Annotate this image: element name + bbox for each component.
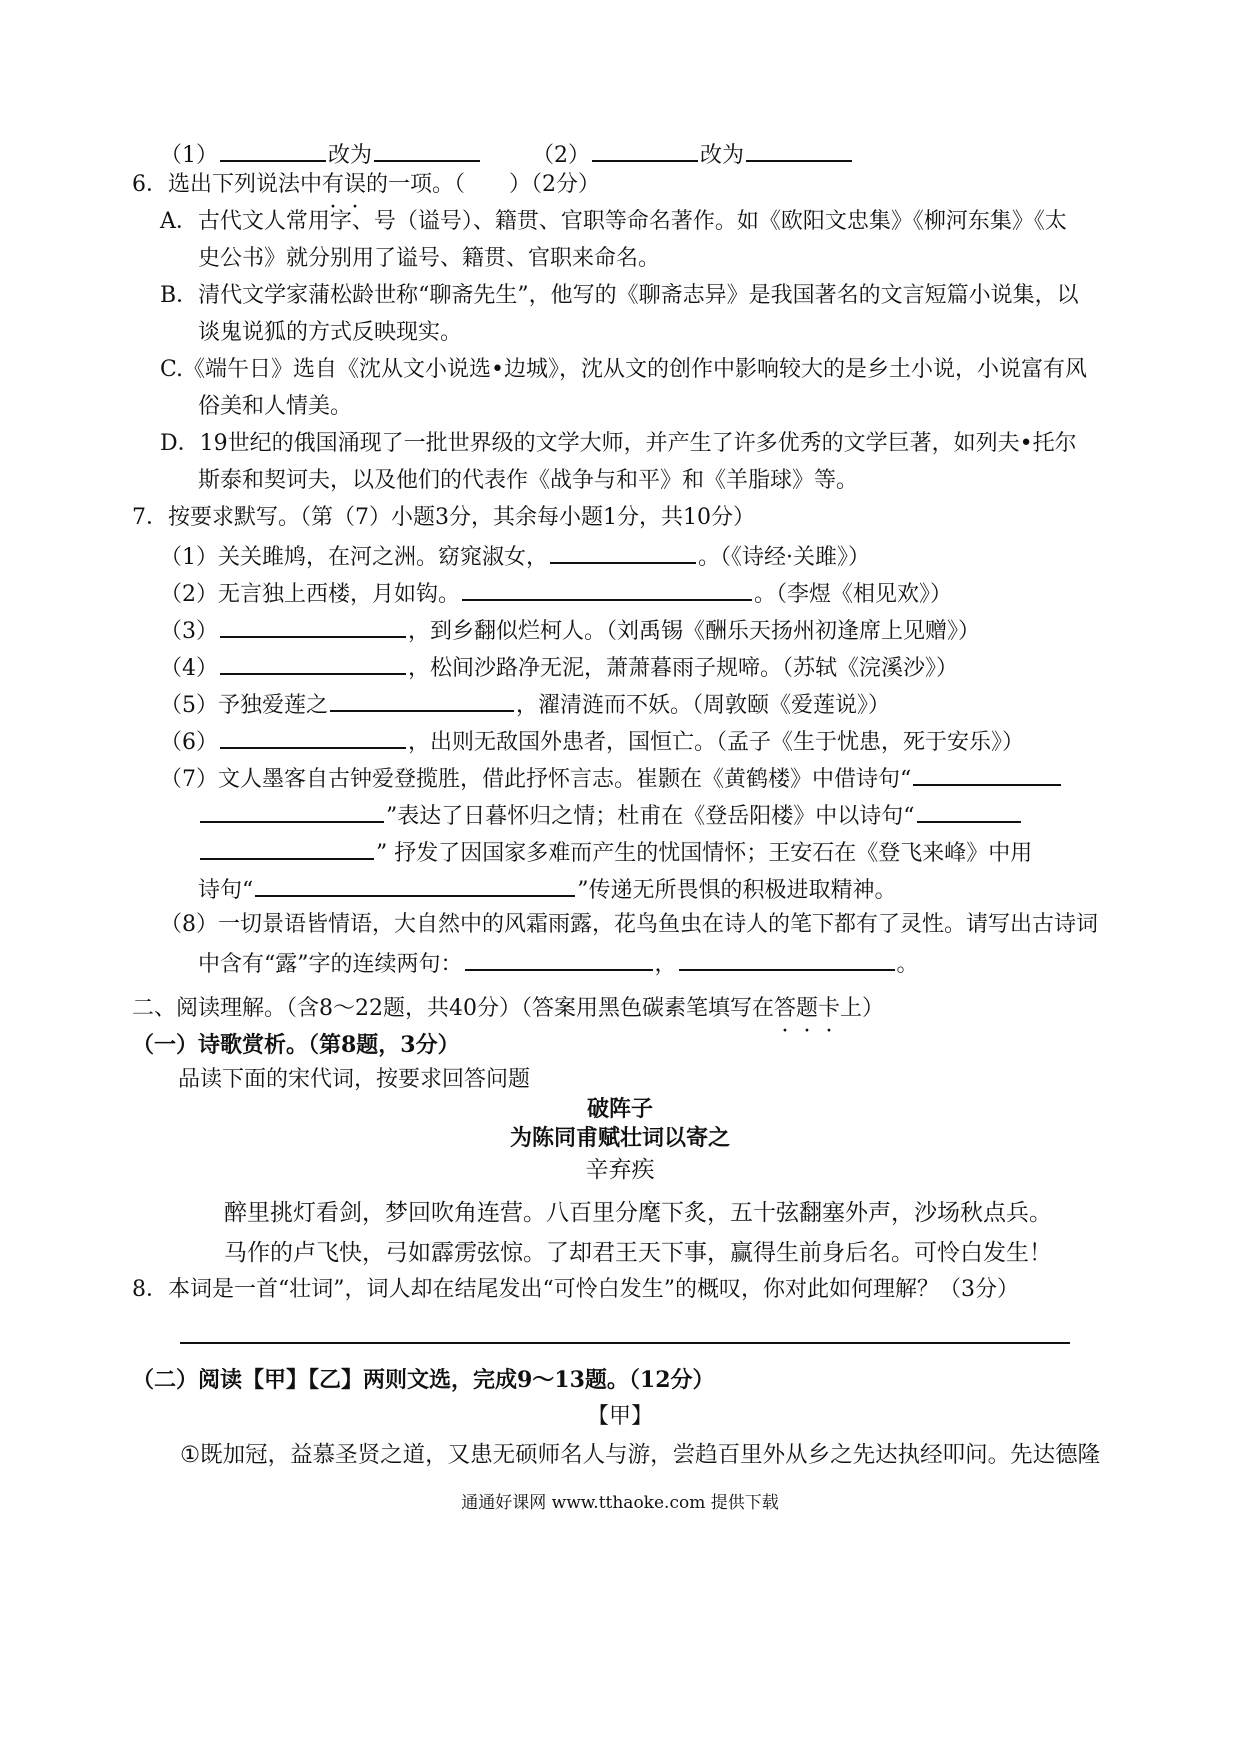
q6-option-d-line2: 斯泰和契诃夫，以及他们的代表作《战争与和平》和《羊脂球》等。 xyxy=(198,468,859,493)
subsection1-heading: （一）诗歌赏析。（第8题，3分） xyxy=(132,1032,460,1058)
q7-item8-text: 中含有“露”字的连续两句： xyxy=(198,952,463,977)
q7-item6-text: ，出则无敌国外患者，国恒亡。（孟子《生于忧患，死于安乐》） xyxy=(408,730,1025,755)
q7-item7-blank1b xyxy=(200,799,384,823)
q7-item1-text: （1）关关雎鸠，在河之洲。窈窕淑女， xyxy=(160,545,548,570)
q7-item5-blank xyxy=(330,688,514,712)
q6-stem-a: 6．选出下列说法中 xyxy=(132,172,322,197)
q7-item5-source: ，濯清涟而不妖。（周敦颐《爱莲说》） xyxy=(516,693,891,718)
q7-item8-end: 。 xyxy=(896,952,919,977)
q7-item8-comma: ， xyxy=(654,952,677,977)
q5-item2-num: （2） xyxy=(532,143,590,168)
q6-stem xyxy=(132,170,600,200)
q5-blank2a xyxy=(592,138,698,162)
poem-intro: 品读下面的宋代词，按要求回答问题 xyxy=(178,1067,531,1092)
q6-option-a-line1: A．古代文人常用字、号（谥号）、籍贯、官职等命名著作。如《欧阳文忠集》《柳河东集》《太 xyxy=(160,209,1067,234)
q7-item3-blank xyxy=(220,614,406,638)
q7-item7-text4b: ”传递无所畏惧的积极进取精神。 xyxy=(577,878,897,903)
q7-item8-line2 xyxy=(198,947,919,980)
q5-blank1b xyxy=(374,138,480,162)
q6-option-d-line1: D．19世纪的俄国涌现了一批世界级的文学大师，并产生了许多优秀的文学巨著，如列夫•托尔 xyxy=(160,431,1077,456)
q5-blank1a xyxy=(220,138,326,162)
q5-line xyxy=(160,138,482,171)
q7-item7-text3: ” 抒发了因国家多难而产生的忧国情怀；王安石在《登飞来峰》中用 xyxy=(376,841,1033,866)
q7-stem: 7．按要求默写。（第（7）小题3分，其余每小题1分，共10分） xyxy=(132,505,755,530)
text-jia-label: 【甲】 xyxy=(586,1404,653,1429)
q7-item7-line1 xyxy=(160,762,1063,795)
q7-item6-num: （6） xyxy=(160,730,218,755)
q6-stem-emph2: 误 xyxy=(344,172,367,197)
q7-item3-text: ，到乡翻似烂柯人。（刘禹锡《酬乐天扬州初逢席上见赠》） xyxy=(408,619,981,644)
q5-line-2 xyxy=(532,138,854,171)
q7-item6 xyxy=(160,725,1024,758)
q7-item2-source: 。（李煜《相见欢》） xyxy=(754,582,953,607)
section2-emph1: 答 xyxy=(774,996,797,1021)
q5-item1-num: （1） xyxy=(160,143,218,168)
poem-subtitle: 为陈同甫赋壮词以寄之 xyxy=(509,1125,730,1151)
q6-option-a-line2: 史公书》就分别用了谥号、籍贯、官职来命名。 xyxy=(198,246,661,271)
q6-option-c-line1: C.《端午日》选自《沈从文小说选•边城》，沈从文的创作中影响较大的是乡土小说，小说富有风 xyxy=(160,357,1088,382)
q7-item3-num: （3） xyxy=(160,619,218,644)
q7-item3 xyxy=(160,614,980,647)
poem-title: 破阵子 xyxy=(586,1096,653,1122)
q7-item4-blank xyxy=(220,651,406,675)
q7-item7-text1: （7）文人墨客自古钟爱登揽胜，借此抒怀言志。崔颢在《黄鹤楼》中借诗句“ xyxy=(160,767,912,792)
q5-item1-to: 改为 xyxy=(328,143,373,168)
q7-item4-text: ，松间沙路净无泥，萧萧暮雨子规啼。（苏轼《浣溪沙》） xyxy=(408,656,959,681)
q7-item7-blank1 xyxy=(913,762,1061,786)
subsection2-heading: （二）阅读【甲】【乙】两则文选，完成9～13题。（12分） xyxy=(132,1367,715,1393)
text-jia-para1: ①既加冠，益慕圣贤之道，又患无硕师名人与游，尝趋百里外从乡之先达执经叩问。先达德隆 xyxy=(180,1442,1101,1468)
q6-stem-d: 的一项。（ ）（2分） xyxy=(366,172,601,197)
q7-item7-line4 xyxy=(198,873,897,906)
poem-line1: 醉里挑灯看剑，梦回吹角连营。八百里分麾下炙，五十弦翻塞外声，沙场秋点兵。 xyxy=(224,1200,1052,1226)
section2-emph2: 题 xyxy=(796,996,819,1021)
page-footer: 通通好课网 www.tthaoke.com 提供下载 xyxy=(461,1493,779,1513)
q7-item7-line3 xyxy=(198,836,1032,869)
q7-item4-num: （4） xyxy=(160,656,218,681)
q6-option-b-line1: B．清代文学家蒲松龄世称“聊斋先生”，他写的《聊斋志异》是我国著名的文言短篇小说集，以 xyxy=(160,283,1079,308)
q7-item1-blank xyxy=(550,540,696,564)
q5-item2-to: 改为 xyxy=(700,143,745,168)
q6-option-c-line2: 俗美和人情美。 xyxy=(198,394,353,419)
section2-emph3: 卡 xyxy=(818,996,841,1021)
q7-item8-blank2 xyxy=(679,947,895,971)
q8-answer-line xyxy=(180,1342,1070,1344)
q7-item5-text: （5）予独爱莲之 xyxy=(160,693,328,718)
q5-blank2b xyxy=(746,138,852,162)
section2-heading-e: 上） xyxy=(840,996,885,1021)
q7-item4 xyxy=(160,651,958,684)
q6-option-b-line2: 谈鬼说狐的方式反映现实。 xyxy=(198,320,463,345)
poem-author: 辛弃疾 xyxy=(585,1157,655,1183)
q7-item5 xyxy=(160,688,890,721)
q7-item2-blank xyxy=(462,577,752,601)
q7-item2-text: （2）无言独上西楼，月如钩。 xyxy=(160,582,460,607)
q7-item7-blank3 xyxy=(255,873,575,897)
q7-item8-blank1 xyxy=(465,947,653,971)
q7-item1 xyxy=(160,540,870,573)
q6-stem-emph1: 有 xyxy=(322,172,345,197)
q7-item7-text4a: 诗句“ xyxy=(198,878,254,903)
q8-stem: 8．本词是一首“壮词”，词人却在结尾发出“可怜白发生”的概叹，你对此如何理解？（3分） xyxy=(132,1277,1019,1302)
q7-item1-source: 。（《诗经·关雎》） xyxy=(698,545,870,570)
poem-line2: 马作的卢飞快，弓如霹雳弦惊。了却君王天下事，赢得生前身后名。可怜白发生！ xyxy=(224,1240,1052,1266)
q7-item6-blank xyxy=(220,725,406,749)
q7-item2 xyxy=(160,577,952,610)
section2-heading xyxy=(132,994,884,1024)
q7-item7-blank2b xyxy=(200,836,374,860)
q7-item7-text2: ”表达了日暮怀归之情；杜甫在《登岳阳楼》中以诗句“ xyxy=(386,804,915,829)
q7-item7-line2 xyxy=(198,799,1023,832)
section2-heading-a: 二、阅读理解。（含8～22题，共40分）（答案用黑色碳素笔填写在 xyxy=(132,996,774,1021)
q7-item7-blank2 xyxy=(917,799,1021,823)
q7-item8-line1: （8）一切景语皆情语，大自然中的风霜雨露，花鸟鱼虫在诗人的笔下都有了灵性。请写出古诗词 xyxy=(160,912,1099,937)
